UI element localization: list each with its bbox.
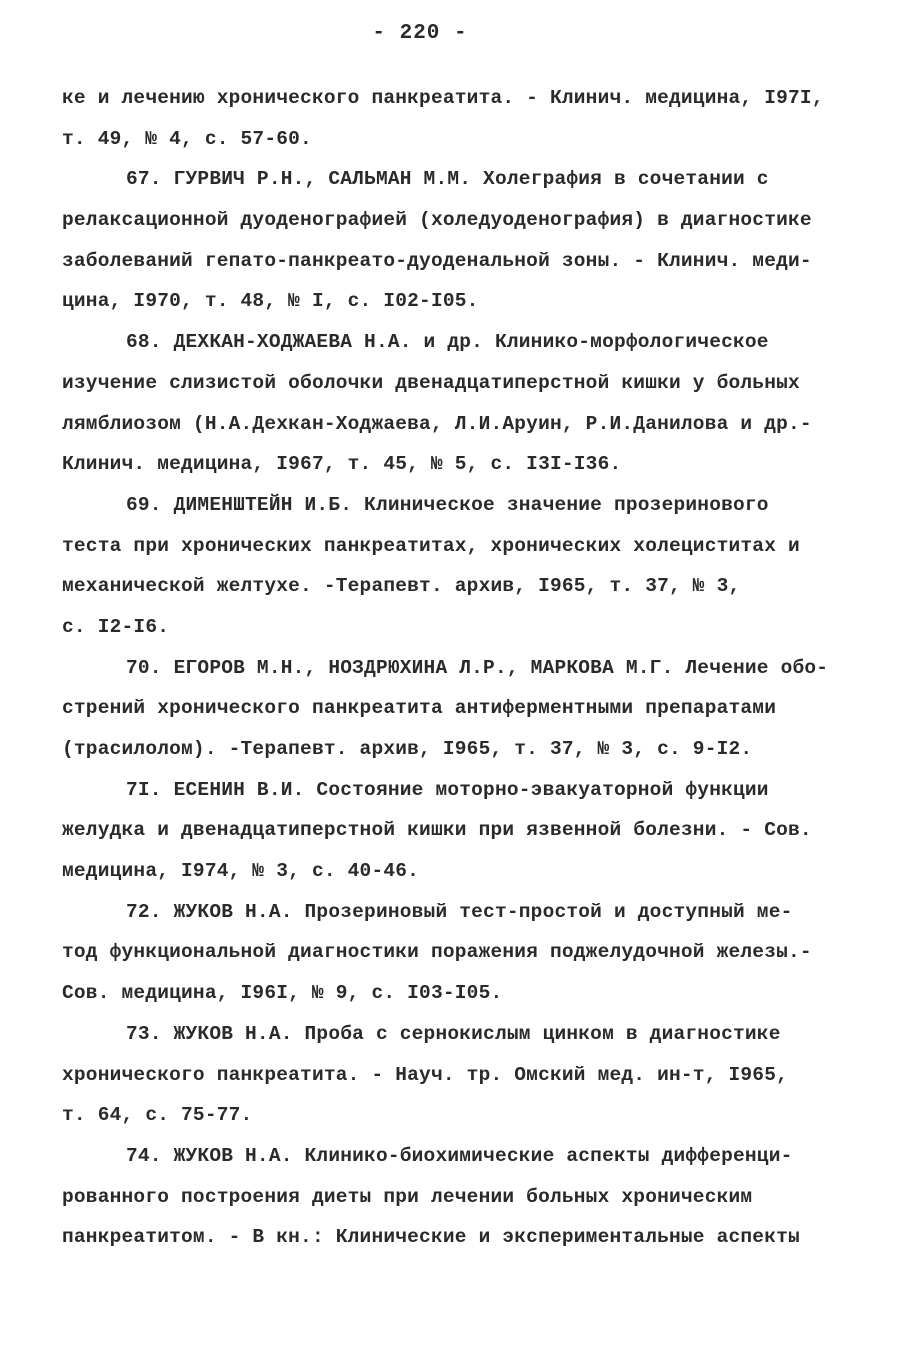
- text-line: ке и лечению хронического панкреатита. - Клинич. медицина, I97I,: [62, 87, 824, 109]
- text-line: 73. ЖУКОВ Н.А. Проба с сернокислым цинком в диагностике: [126, 1022, 781, 1045]
- text-line: заболеваний гепато-панкреато-дуоденальной зоны. - Клинич. меди-: [62, 249, 812, 272]
- text-line: релаксационной дуоденографией (холедуоденография) в диагностике: [62, 209, 812, 232]
- text-line: Клинич. медицина, I967, т. 45, № 5, с. I3I-I36.: [62, 453, 622, 476]
- bibliography-text: [62, 78, 842, 1258]
- text-line: тод функциональной диагностики поражения поджелудочной железы.-: [62, 941, 812, 964]
- text-line: 74. ЖУКОВ Н.А. Клинико-биохимические аспекты дифференци-: [126, 1144, 793, 1167]
- text-line: стрений хронического панкреатита антиферментными препаратами: [62, 697, 777, 720]
- text-line: желудка и двенадцатиперстной кишки при язвенной болезни. - Сов.: [62, 819, 812, 842]
- text-line: 68. ДЕХКАН-ХОДЖАЕВА Н.А. и др. Клинико-морфологическое: [126, 331, 769, 354]
- text-line: 72. ЖУКОВ Н.А. Прозериновый тест-простой и доступный ме-: [126, 900, 793, 923]
- text-line: теста при хронических панкреатитах, хронических холециститах и: [62, 534, 800, 557]
- text-line: т. 64, с. 75-77.: [62, 1104, 253, 1127]
- page-number: - 220 -: [372, 22, 468, 45]
- text-line: 69. ДИМЕНШТЕЙН И.Б. Клиническое значение прозеринового: [126, 493, 769, 516]
- text-line: 7I. ЕСЕНИН В.И. Состояние моторно-эвакуаторной функции: [126, 778, 769, 801]
- text-line: цина, I970, т. 48, № I, с. I02-I05.: [62, 290, 479, 313]
- text-line: 70. ЕГОРОВ М.Н., НОЗДРЮХИНА Л.Р., МАРКОВА М.Г. Лечение обо-: [126, 656, 829, 679]
- text-line: механической желтухе. -Терапевт. архив, I965, т. 37, № 3,: [62, 575, 741, 598]
- text-line: лямблиозом (Н.А.Дехкан-Ходжаева, Л.И.Аруин, Р.И.Данилова и др.-: [62, 412, 812, 435]
- text-line: с. I2-I6.: [62, 615, 170, 638]
- text-line: рованного построения диеты при лечении больных хроническим: [62, 1185, 753, 1208]
- text-line: хронического панкреатита. - Науч. тр. Омский мед. ин-т, I965,: [62, 1063, 789, 1086]
- text-line: панкреатитом. - В кн.: Клинические и экспериментальные аспекты: [62, 1226, 800, 1249]
- text-line: медицина, I974, № 3, с. 40-46.: [62, 860, 420, 883]
- text-line: 67. ГУРВИЧ Р.Н., САЛЬМАН М.М. Холеграфия в сочетании с: [126, 168, 769, 191]
- text-line: изучение слизистой оболочки двенадцатиперстной кишки у больных: [62, 371, 800, 394]
- text-line: Сов. медицина, I96I, № 9, с. I03-I05.: [62, 982, 503, 1005]
- text-line: (трасилолом). -Терапевт. архив, I965, т. 37, № 3, с. 9-I2.: [62, 738, 753, 760]
- text-line: т. 49, № 4, с. 57-60.: [62, 127, 312, 150]
